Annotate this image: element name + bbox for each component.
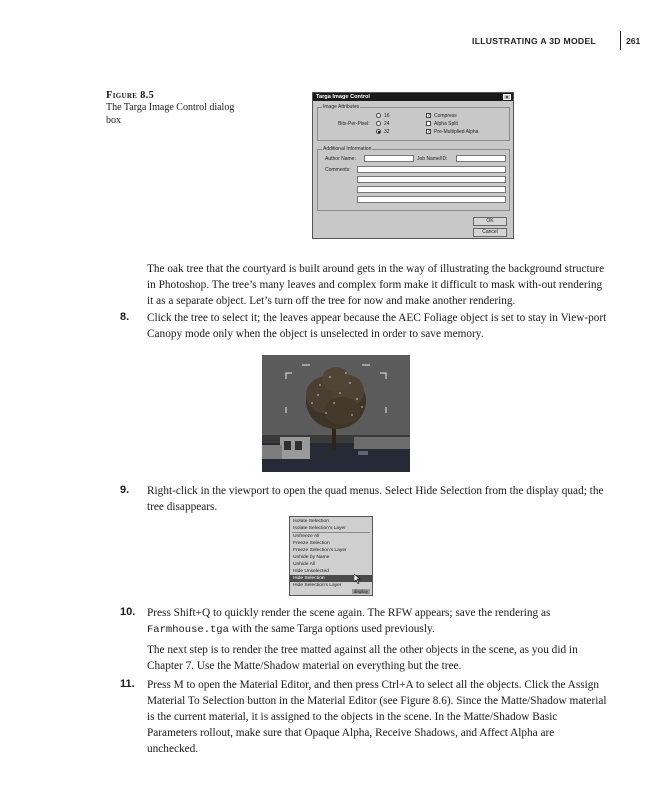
step-8-text: Click the tree to select it; the leaves appear because the AEC Foliage object is set to stay in View-port Canopy mode only when the object is unselected in order to save memory.	[147, 312, 607, 340]
mouse-cursor-icon	[354, 574, 362, 584]
targa-dialog	[312, 92, 514, 239]
quad-item-freeze-selection[interactable]: Freeze Selection	[293, 541, 330, 546]
next-step-paragraph: The next step is to render the tree matted against all the other objects in the scene, as you did in Chapter 7. Use the Matte/Shadow material on everything but the tree.	[147, 644, 578, 672]
author-name-label: Author Name:	[325, 156, 356, 162]
cancel-button[interactable]: Cancel	[473, 228, 507, 237]
page-number: 261	[626, 36, 641, 46]
radio-24[interactable]	[376, 121, 381, 126]
radio-32[interactable]	[376, 129, 381, 134]
group-label-additional-info: Additional Information	[323, 146, 372, 152]
step-8-number: 8.	[120, 311, 130, 323]
quad-item-isolate-selection-layer[interactable]: Isolate Selection's Layer	[293, 526, 346, 531]
author-name-field[interactable]	[364, 155, 414, 162]
additional-info-group	[317, 146, 510, 211]
quad-item-hide-unselected[interactable]: Hide Unselected	[293, 569, 329, 574]
figure-caption: The Targa Image Control dialog box	[106, 102, 235, 126]
comments-label: Comments:	[325, 167, 351, 173]
compress-label: Compress	[434, 113, 457, 119]
quad-item-freeze-selection-layer[interactable]: Freeze Selection's Layer	[293, 548, 347, 553]
radio-32-label: 32	[384, 129, 390, 135]
quad-item-isolate-selection[interactable]: Isolate Selection	[293, 519, 329, 524]
step-10-text-b: with the same Targa options used previously.	[231, 623, 435, 635]
premultiplied-alpha-label: Pre-Multiplied Alpha	[434, 129, 479, 135]
intro-paragraph: The oak tree that the courtyard is built around gets in the way of illustrating the background structure in Photoshop. The tree’s many leaves and complex form make it difficult to mask with-out rendering it as a separate object. Let’s turn off the tree for now and make another rendering.	[147, 263, 605, 307]
alpha-split-checkbox[interactable]	[426, 121, 431, 126]
running-head: ILLUSTRATING A 3D MODEL	[472, 36, 597, 46]
comments-field-3[interactable]	[357, 186, 506, 193]
step-11-text: Press M to open the Material Editor, and then press Ctrl+A to select all the objects. Click the Assign Material To Selection button in the Material Editor (see Figure 8.6). Since the Matte/Shadow material is the current material, it is assigned to the objects in the scene. In the Matte/Shadow Basic Parameters rollout, make sure that Opaque Alpha, Receive Shadows, and Affect Alpha are unchecked.	[147, 679, 607, 755]
comments-field-1[interactable]	[357, 166, 506, 173]
ok-button[interactable]: OK	[473, 217, 507, 226]
step-10-number: 10.	[120, 606, 136, 618]
bits-per-pixel-label: Bits-Per-Pixel:	[338, 121, 370, 127]
quad-item-unhide-all[interactable]: Unhide All	[293, 562, 316, 567]
courtyard-tree-illustration	[262, 355, 410, 472]
quad-footer-label: display	[353, 589, 368, 594]
alpha-split-label: Alpha Split	[434, 121, 458, 127]
dialog-title: Targa Image Control	[316, 94, 370, 100]
radio-16[interactable]	[376, 113, 381, 118]
quad-item-unfreeze-all[interactable]: Unfreeze All	[293, 534, 320, 539]
job-name-label: Job Name/ID:	[417, 156, 448, 162]
header-divider	[620, 31, 621, 50]
quad-item-hide-selection-layer[interactable]: Hide Selection's Layer	[293, 583, 342, 588]
dialog-titlebar	[313, 93, 513, 101]
step-10-filename: Farmhouse.tga	[147, 624, 229, 636]
step-11-number: 11.	[120, 678, 135, 690]
job-name-field[interactable]	[456, 155, 506, 162]
group-label-image-attributes: Image Attributes	[323, 104, 360, 110]
compress-checkbox[interactable]: ✓	[427, 113, 432, 119]
radio-16-label: 16	[384, 113, 390, 119]
radio-24-label: 24	[384, 121, 390, 127]
comments-field-2[interactable]	[357, 176, 506, 183]
viewport-render	[262, 355, 410, 472]
step-9-number: 9.	[120, 484, 130, 496]
close-icon[interactable]: ×	[503, 94, 511, 100]
step-10-text-a: Press Shift+Q to quickly render the scene again. The RFW appears; save the rendering as	[147, 607, 551, 619]
figure-label: Figure 8.5	[106, 90, 155, 101]
premultiplied-alpha-checkbox[interactable]: ✓	[427, 129, 432, 135]
step-9-text: Right-click in the viewport to open the quad menus. Select Hide Selection from the display quad; the tree disappears.	[147, 485, 604, 513]
comments-field-4[interactable]	[357, 196, 506, 203]
image-attributes-group	[317, 104, 510, 141]
step-10-text	[147, 605, 607, 638]
quad-item-unhide-by-name[interactable]: Unhide by Name	[293, 555, 330, 560]
quad-item-hide-selection[interactable]: Hide Selection	[290, 575, 372, 582]
quad-menu	[289, 516, 373, 596]
